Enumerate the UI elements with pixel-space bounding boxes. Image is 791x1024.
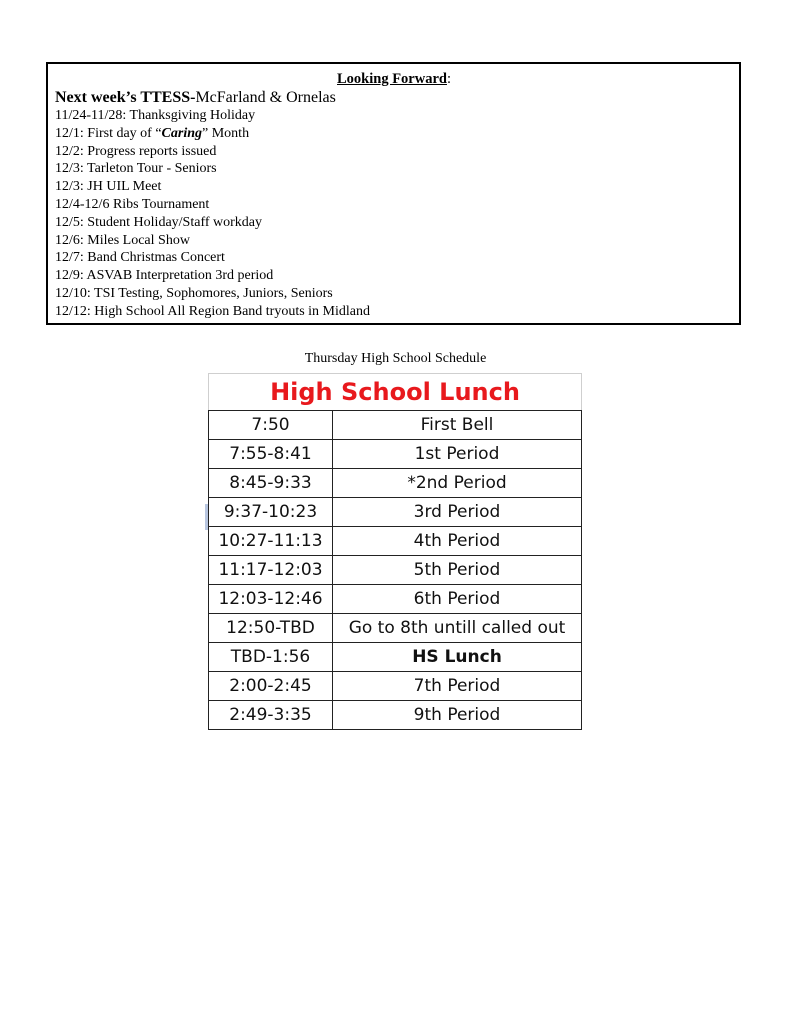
schedule-time: 9:37-10:23 — [209, 498, 333, 527]
schedule-time: 7:55-8:41 — [209, 440, 333, 469]
schedule-row — [209, 672, 582, 701]
ttess-names: McFarland & Ornelas — [195, 89, 336, 106]
schedule-header: High School Lunch — [209, 374, 582, 411]
event-item: 12/4-12/6 Ribs Tournament — [55, 196, 210, 212]
schedule-row — [209, 701, 582, 730]
schedule-event: HS Lunch — [333, 643, 582, 672]
schedule-time: TBD-1:56 — [209, 643, 333, 672]
schedule-header-row — [209, 374, 582, 411]
schedule-event: 3rd Period — [333, 498, 582, 527]
schedule-time: 11:17-12:03 — [209, 556, 333, 585]
schedule-caption: Thursday High School Schedule — [304, 351, 487, 366]
event-item: 12/3: JH UIL Meet — [55, 179, 162, 195]
schedule-time: 2:49-3:35 — [209, 701, 333, 730]
schedule-event: *2nd Period — [333, 469, 582, 498]
event-item: 12/3: Tarleton Tour - Seniors — [55, 161, 217, 177]
schedule-event: 6th Period — [333, 585, 582, 614]
looking-forward-box — [46, 62, 741, 325]
schedule-row — [209, 440, 582, 469]
ttess-line — [55, 88, 733, 107]
schedule-row — [209, 498, 582, 527]
event-item: 12/1: First day of “Caring” Month — [55, 125, 250, 141]
event-item: 11/24-11/28: Thanksgiving Holiday — [55, 108, 256, 123]
schedule-event: 9th Period — [333, 701, 582, 730]
looking-forward-title: Looking Forward: — [337, 71, 451, 87]
schedule-table — [208, 373, 582, 730]
schedule-event: Go to 8th untill called out — [333, 614, 582, 643]
schedule-table-image — [208, 373, 584, 741]
schedule-row — [209, 556, 582, 585]
event-item: 12/2: Progress reports issued — [55, 143, 217, 159]
event-item: 12/6: Miles Local Show — [55, 232, 190, 248]
event-item: 12/12: High School All Region Band tryouts in Midland — [55, 303, 370, 319]
event-list — [55, 107, 733, 321]
schedule-time: 12:03-12:46 — [209, 585, 333, 614]
schedule-row — [209, 411, 582, 440]
event-item: 12/5: Student Holiday/Staff workday — [55, 214, 262, 230]
event-item: 12/7: Band Christmas Concert — [55, 250, 225, 266]
schedule-time: 2:00-2:45 — [209, 672, 333, 701]
schedule-row — [209, 614, 582, 643]
schedule-row — [209, 585, 582, 614]
schedule-event: 1st Period — [333, 440, 582, 469]
schedule-event: 7th Period — [333, 672, 582, 701]
schedule-event: First Bell — [333, 411, 582, 440]
schedule-event: 5th Period — [333, 556, 582, 585]
ttess-label: Next week’s TTESS- — [55, 89, 196, 106]
schedule-row — [209, 643, 582, 672]
event-item: 12/10: TSI Testing, Sophomores, Juniors, Seniors — [55, 285, 333, 301]
schedule-time: 7:50 — [209, 411, 333, 440]
event-item: 12/9: ASVAB Interpretation 3rd period — [55, 268, 274, 284]
schedule-time: 12:50-TBD — [209, 614, 333, 643]
schedule-row — [209, 469, 582, 498]
schedule-row — [209, 527, 582, 556]
schedule-event: 4th Period — [333, 527, 582, 556]
schedule-time: 8:45-9:33 — [209, 469, 333, 498]
schedule-time: 10:27-11:13 — [209, 527, 333, 556]
